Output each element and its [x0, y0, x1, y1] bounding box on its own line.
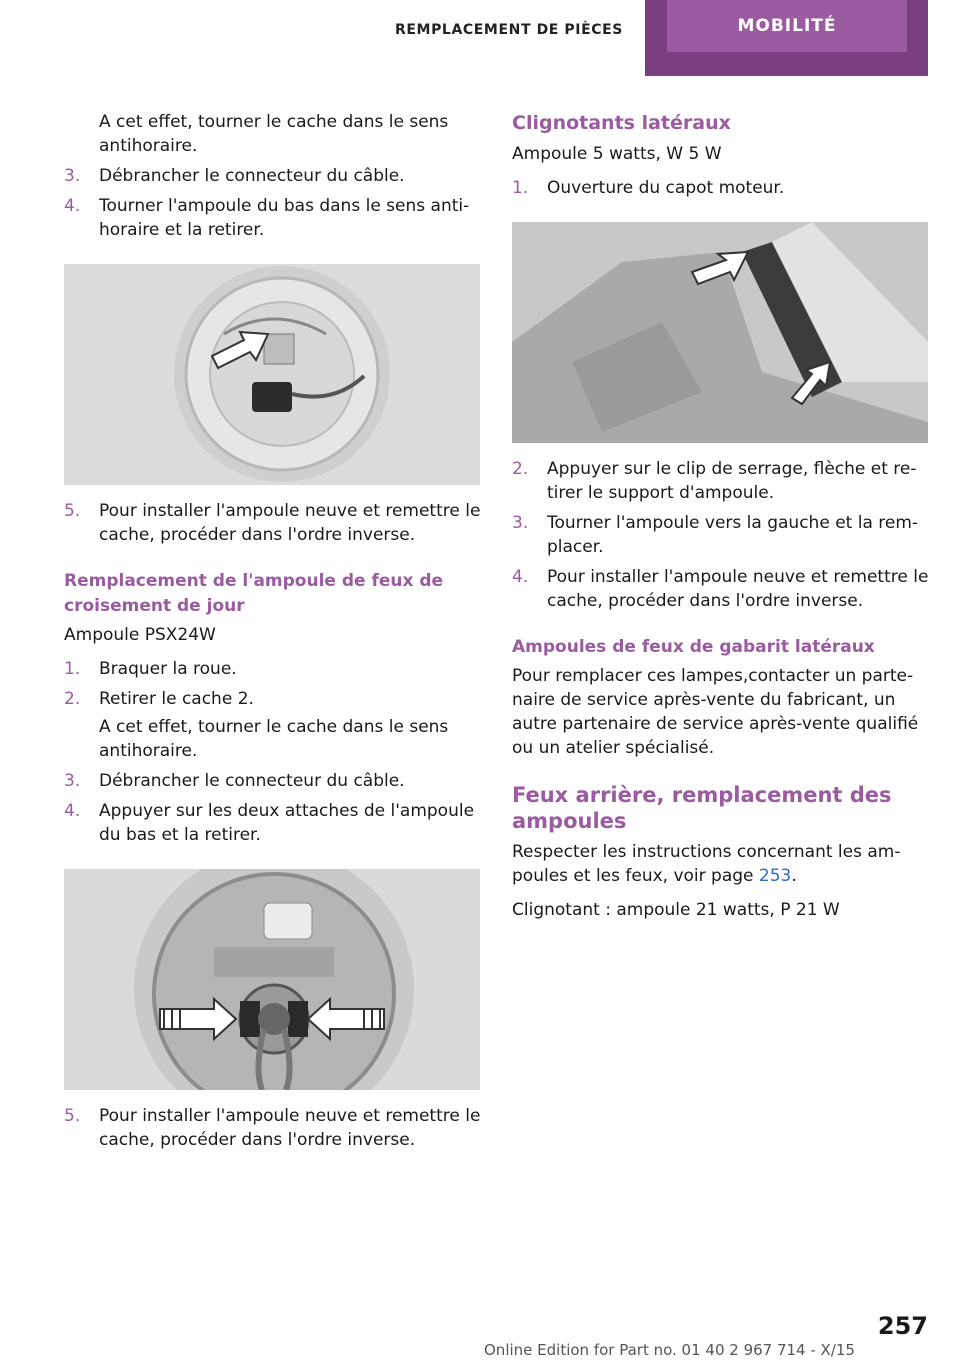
side-indicator-illustration	[512, 222, 928, 443]
chapter-tab[interactable]	[645, 0, 928, 76]
list-item	[64, 769, 482, 793]
step-number: 3.	[64, 771, 81, 791]
step-text: Pour installer l'ampoule neuve et remettre le cache, procéder dans l'ordre inverse.	[547, 567, 929, 611]
bulb-socket-illustration	[64, 264, 480, 485]
page-link[interactable]: 253	[758, 866, 792, 886]
section-heading-side-markers: Ampoules de feux de gabarit latéraux	[512, 637, 875, 657]
step-number: 1.	[64, 659, 81, 679]
section-title: REMPLACEMENT DE PIÈCES	[395, 22, 623, 38]
chapter-tab-label: MOBILITÉ	[667, 0, 907, 52]
drl-bulb-illustration	[64, 869, 480, 1090]
list-item	[64, 499, 482, 547]
edition-footer: Online Edition for Part no. 01 40 2 967 714 - X/15	[484, 1341, 855, 1359]
page-number: 257	[877, 1312, 928, 1340]
list-item	[512, 457, 930, 505]
step-text: Tourner l'ampoule du bas dans le sens anti‐horaire et la retirer.	[99, 196, 470, 240]
step-number: 4.	[64, 801, 81, 821]
section-heading-drl: Remplacement de l'ampoule de feux de croisement de jour	[64, 571, 444, 616]
step-text: Appuyer sur le clip de serrage, flèche et re‐tirer le support d'ampoule.	[547, 459, 917, 503]
paragraph-text-end: .	[791, 866, 797, 886]
step-text: Ouverture du capot moteur.	[547, 178, 785, 198]
step-number: 2.	[512, 459, 529, 479]
figure-bulb-socket-photo	[64, 264, 480, 485]
step-number: 3.	[64, 166, 81, 186]
list-item	[64, 657, 482, 681]
step-number: 2.	[64, 689, 81, 709]
paragraph-rear-lights	[512, 840, 930, 888]
list-item	[64, 687, 482, 711]
step-number: 1.	[512, 178, 529, 198]
left-column	[64, 110, 482, 1152]
step-number: 5.	[64, 1106, 81, 1126]
paragraph-side-markers: Pour remplacer ces lampes,contacter un parte‐naire de service après-vente du fabricant, un autre partenaire de service après-vente qualifié ou un atelier spécialisé.	[512, 666, 919, 758]
step-number: 3.	[512, 513, 529, 533]
step-text: Débrancher le connecteur du câble.	[99, 166, 405, 186]
step-text: Débrancher le connecteur du câble.	[99, 771, 405, 791]
step-text: Appuyer sur les deux attaches de l'ampoule du bas et la retirer.	[99, 801, 475, 845]
bulb-type-side: Ampoule 5 watts, W 5 W	[512, 144, 722, 164]
step-number: 4.	[512, 567, 529, 587]
figure-drl-bulb-photo	[64, 869, 480, 1090]
bulb-type-drl: Ampoule PSX24W	[64, 625, 216, 645]
list-item	[512, 511, 930, 559]
step-text: Pour installer l'ampoule neuve et remettre le cache, procéder dans l'ordre inverse.	[99, 501, 481, 545]
step-number: 5.	[64, 501, 81, 521]
list-item	[64, 164, 482, 188]
list-item	[64, 799, 482, 847]
section-heading-side-indicators: Clignotants latéraux	[512, 112, 731, 134]
step-text: Pour installer l'ampoule neuve et remettre le cache, procéder dans l'ordre inverse.	[99, 1106, 481, 1150]
list-item	[512, 565, 930, 613]
step-number: 4.	[64, 196, 81, 216]
step-text: Tourner l'ampoule vers la gauche et la rem‐placer.	[547, 513, 919, 557]
list-item	[64, 194, 482, 242]
paragraph-cover-instruction: A cet effet, tourner le cache dans le sens antihoraire.	[99, 112, 449, 156]
step-text: Retirer le cache 2.	[99, 689, 254, 709]
paragraph-cover-instruction: A cet effet, tourner le cache dans le sens antihoraire.	[99, 717, 449, 761]
figure-side-indicator-photo	[512, 222, 928, 443]
section-heading-rear-lights: Feux arrière, remplacement des ampoules	[512, 783, 892, 833]
step-text: Braquer la roue.	[99, 659, 237, 679]
paragraph-text: Respecter les instructions concernant les am‐poules et les feux, voir page	[512, 842, 901, 886]
list-item	[64, 1104, 482, 1152]
paragraph-turn-signal: Clignotant : ampoule 21 watts, P 21 W	[512, 900, 840, 920]
list-item	[512, 176, 930, 200]
right-column	[512, 110, 930, 922]
